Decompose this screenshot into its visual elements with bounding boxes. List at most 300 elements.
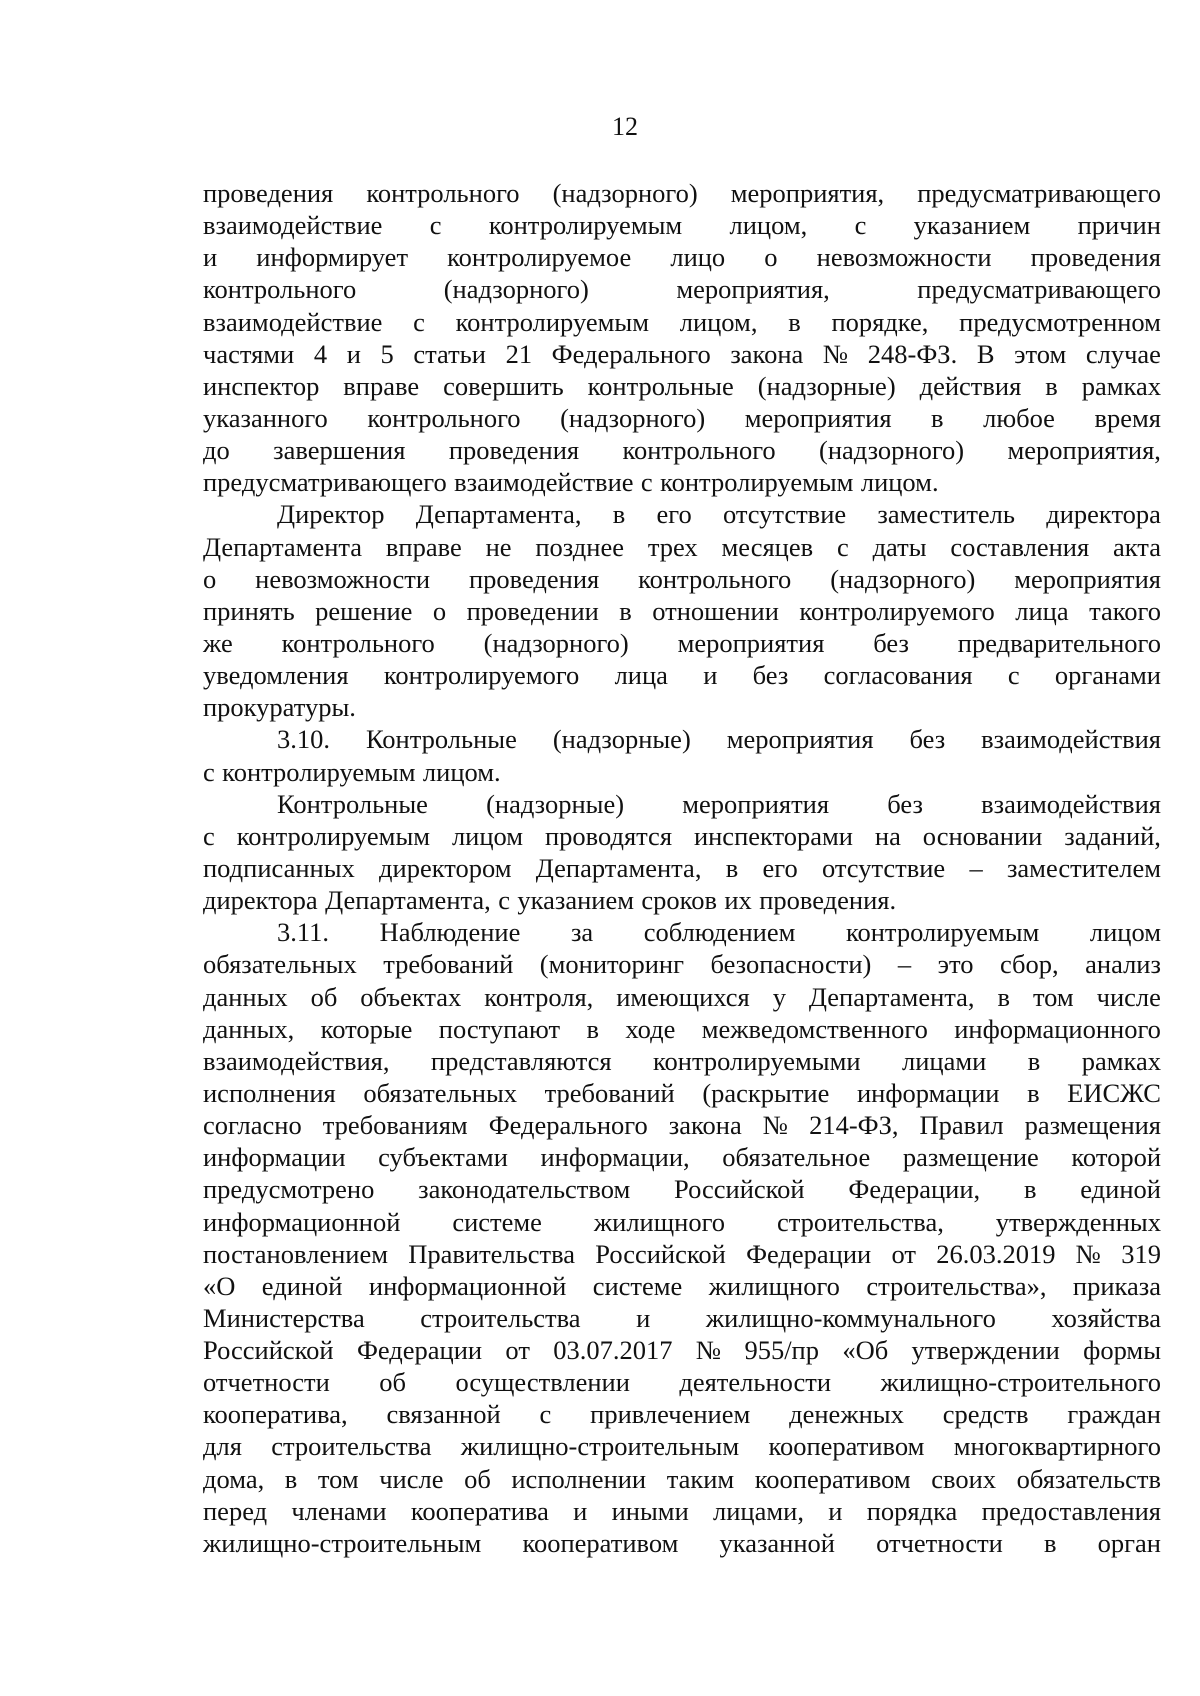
word: числе	[1096, 981, 1161, 1012]
text-line	[203, 209, 1161, 241]
word: (надзорные)	[757, 370, 896, 401]
word: –	[897, 949, 912, 980]
word: до	[203, 435, 230, 466]
word: проведения	[203, 178, 334, 208]
word: у	[772, 981, 786, 1012]
word: жилищно-строительным	[460, 1431, 740, 1462]
word: вправе	[385, 531, 462, 562]
word: указанием	[517, 885, 634, 916]
word: Федерального	[551, 338, 711, 369]
word: директором	[379, 852, 512, 883]
word: ЕИСЖС	[1067, 1077, 1161, 1108]
word: контрольного	[622, 435, 776, 466]
word: Департамента,	[535, 852, 702, 883]
word: системе	[452, 1206, 542, 1237]
word: предусматривающего	[203, 467, 447, 498]
word: строительства»,	[866, 1270, 1047, 1301]
word: частями	[203, 338, 295, 369]
word: на	[874, 820, 901, 851]
word: без	[909, 724, 946, 755]
word: кооперативом	[768, 1431, 925, 1462]
word: кооператива,	[203, 1399, 348, 1430]
word: директора	[1046, 499, 1161, 530]
text-line	[203, 820, 1161, 852]
word: №	[1075, 1238, 1101, 1269]
word: контрольные	[587, 370, 734, 401]
word: (надзорного)	[830, 563, 976, 594]
word: вправе	[343, 370, 420, 401]
word: орган	[1097, 1527, 1161, 1558]
word: совершить	[443, 370, 564, 401]
word: об	[310, 981, 338, 1012]
word: средств	[942, 1399, 1029, 1430]
word: закона	[730, 338, 804, 369]
word: причин	[1077, 210, 1161, 241]
word: Контрольные	[277, 788, 428, 819]
word: в	[586, 1013, 599, 1044]
word: утвержденных	[995, 1206, 1161, 1237]
word: том	[1032, 981, 1074, 1012]
text-line	[203, 1141, 1161, 1173]
word: отчетности	[876, 1527, 1003, 1558]
word: размещения	[1024, 1110, 1161, 1141]
text-line	[203, 627, 1161, 659]
word: данных	[203, 981, 288, 1012]
text-line	[203, 370, 1161, 402]
word: (надзорного)	[819, 435, 965, 466]
word: с	[413, 306, 425, 337]
text-line	[203, 1430, 1161, 1462]
text-line	[203, 466, 1161, 498]
word: Российской	[203, 1335, 334, 1366]
word: же	[203, 627, 233, 658]
word: контролируемым	[488, 210, 683, 241]
word: 03.07.2017	[553, 1335, 673, 1366]
word: Правительства	[408, 1238, 575, 1269]
word: в	[1027, 1077, 1040, 1108]
word: без	[873, 627, 909, 658]
word: уведомления	[203, 660, 349, 691]
word: этом	[1014, 338, 1067, 369]
word: 21	[505, 338, 533, 369]
text-line	[203, 691, 1161, 723]
word: невозможности	[255, 563, 431, 594]
word: соблюдением	[643, 917, 796, 948]
text-line	[203, 659, 1161, 691]
word: в	[997, 981, 1011, 1012]
word: привлечением	[590, 1399, 751, 1430]
word: взаимодействие	[203, 210, 383, 241]
word: Департамента,	[808, 981, 975, 1012]
word: лицом	[451, 820, 524, 851]
word: мероприятия	[726, 724, 874, 755]
word: обязательных	[363, 1077, 518, 1108]
word: мероприятия	[677, 627, 825, 658]
word: (надзорного)	[483, 627, 629, 658]
text-line	[203, 402, 1161, 434]
text-line	[203, 1270, 1161, 1302]
word: информации	[856, 1077, 1000, 1108]
word: взаимодействие	[203, 306, 383, 337]
text-line	[203, 531, 1161, 563]
word: размещение	[902, 1142, 1039, 1173]
word: и	[203, 242, 218, 273]
text-line	[203, 916, 1161, 948]
word: строительства	[271, 1431, 432, 1462]
text-line	[203, 948, 1161, 980]
word: без	[752, 660, 789, 691]
word: в	[1023, 1174, 1037, 1205]
word: безопасности)	[710, 949, 872, 980]
document-body-text	[203, 177, 1161, 1559]
word: предусмотренном	[959, 306, 1161, 337]
word: предусматривающего	[917, 178, 1161, 208]
word: 3.11.	[277, 917, 330, 948]
word: числе	[379, 1463, 444, 1494]
word: 26.03.2019	[936, 1238, 1056, 1269]
word: в	[1027, 1045, 1041, 1076]
text-line	[203, 273, 1161, 305]
word: контролируемым	[455, 306, 649, 337]
text-line	[203, 177, 1161, 209]
word: контролируемым	[222, 756, 416, 787]
word: таким	[666, 1463, 735, 1494]
word: 4	[313, 338, 328, 369]
word: их	[724, 885, 752, 916]
text-line	[203, 1013, 1161, 1045]
word: директора	[203, 885, 318, 916]
word: членами	[291, 1495, 387, 1526]
text-line	[203, 1302, 1161, 1334]
word: контролируемыми	[653, 1045, 861, 1076]
word: Федерального	[488, 1110, 648, 1141]
text-line	[203, 1045, 1161, 1077]
word: с	[203, 756, 215, 787]
word: контрольного	[281, 627, 435, 658]
word: связанной	[386, 1399, 501, 1430]
word: 955/пр	[744, 1335, 819, 1366]
word: (надзорного)	[443, 274, 589, 305]
word: осуществлении	[455, 1367, 630, 1398]
word: контролируемого	[799, 595, 995, 626]
text-line	[203, 1077, 1161, 1109]
word: с	[498, 885, 510, 916]
word: в	[931, 402, 944, 433]
word: заместителем	[1006, 852, 1161, 883]
word: Федерации	[356, 1335, 483, 1366]
word: в	[1043, 1527, 1057, 1558]
word: информационного	[954, 1013, 1161, 1044]
word: указанной	[719, 1527, 835, 1558]
word: действия	[919, 370, 1022, 401]
word: и	[703, 660, 718, 691]
word: контрольного	[638, 563, 792, 594]
word: исполнении	[511, 1463, 647, 1494]
word: Федерации,	[848, 1174, 981, 1205]
word: жилищного	[593, 1206, 726, 1237]
word: не	[485, 531, 512, 562]
word: проведении	[466, 595, 599, 626]
word: порядке,	[831, 306, 929, 337]
word: мероприятия	[744, 402, 892, 433]
word: отсутствие	[722, 499, 847, 530]
word: такого	[1089, 595, 1161, 626]
word: в	[619, 595, 632, 626]
text-line	[203, 788, 1161, 820]
word: проведения.	[759, 885, 897, 916]
word: и	[828, 1495, 843, 1526]
word: мероприятия	[1014, 563, 1161, 594]
word: которой	[1071, 1142, 1161, 1173]
word: проведения	[1030, 242, 1161, 273]
word: с	[640, 467, 653, 498]
word: мероприятия,	[1007, 435, 1161, 466]
word: «О	[203, 1270, 236, 1301]
word: в	[1045, 370, 1058, 401]
word: жилищно-коммунального	[705, 1302, 996, 1333]
word: (мониторинг	[539, 949, 684, 980]
word: контролируемого	[383, 660, 580, 691]
page-number: 12	[612, 112, 638, 141]
word: (надзорного)	[560, 402, 706, 433]
word: принять	[203, 595, 295, 626]
word: жилищно-строительным	[203, 1527, 482, 1558]
word: системе	[592, 1270, 683, 1301]
word: «Об	[842, 1335, 889, 1366]
word: межведомственного	[701, 1013, 928, 1044]
word: жилищно-строительного	[880, 1367, 1161, 1398]
word: лица	[1015, 595, 1069, 626]
word: Наблюдение	[379, 917, 521, 948]
word: контролируемым	[236, 820, 431, 851]
word: взаимодействия	[981, 788, 1161, 819]
word: статьи	[413, 338, 486, 369]
word: об	[464, 1463, 491, 1494]
text-line	[203, 1109, 1161, 1141]
word: отношении	[652, 595, 779, 626]
text-line	[203, 498, 1161, 530]
word: инспекторами	[693, 820, 853, 851]
word: Федерации	[746, 1238, 872, 1269]
word: взаимодействия	[981, 724, 1161, 755]
word: и	[346, 338, 361, 369]
text-line	[203, 884, 1161, 916]
word: (раскрытие	[702, 1077, 830, 1108]
word: трех	[647, 531, 698, 562]
word: контролируемым	[845, 917, 1040, 948]
word: постановлением	[203, 1238, 388, 1269]
text-line	[203, 723, 1161, 755]
text-line	[203, 1238, 1161, 1270]
word: взаимодействия,	[203, 1045, 390, 1076]
word: №	[822, 338, 849, 369]
word: предоставления	[981, 1495, 1161, 1526]
word: с	[203, 820, 215, 851]
word: от	[891, 1238, 916, 1269]
word: контролируемое	[447, 242, 632, 273]
word: строительства	[420, 1302, 581, 1333]
text-line	[203, 1173, 1161, 1205]
word: для	[203, 1431, 242, 1462]
word: В	[976, 338, 995, 369]
word: 248-ФЗ.	[867, 338, 958, 369]
word: отсутствие	[822, 852, 946, 883]
word: проведения	[448, 435, 580, 466]
word: в	[725, 852, 739, 883]
word: 5	[380, 338, 394, 369]
word: случае	[1085, 338, 1161, 369]
word: обязательное	[722, 1142, 871, 1173]
word: закона	[668, 1110, 742, 1141]
word: лицом.	[422, 756, 501, 787]
word: рамках	[1081, 370, 1161, 401]
word: Министерства	[203, 1302, 365, 1333]
word: №	[762, 1110, 789, 1141]
word: №	[695, 1335, 722, 1366]
word: имеющихся	[616, 981, 750, 1012]
word: в	[612, 499, 626, 530]
word: иными	[611, 1495, 689, 1526]
word: месяцев	[721, 531, 814, 562]
word: акта	[1113, 531, 1161, 562]
word: приказа	[1072, 1270, 1161, 1301]
word: Российской	[674, 1174, 805, 1205]
word: Контрольные	[365, 724, 517, 755]
word: обязательных	[203, 949, 357, 980]
text-line	[203, 852, 1161, 884]
word: о	[764, 242, 778, 273]
text-line	[203, 1334, 1161, 1366]
word: информирует	[256, 242, 409, 273]
word: (надзорного)	[552, 178, 698, 208]
text-line	[203, 1206, 1161, 1238]
word: указанного	[203, 402, 328, 433]
word: 3.10.	[277, 724, 330, 755]
word: требованиям	[322, 1110, 468, 1141]
word: информационной	[368, 1270, 567, 1301]
word: об	[379, 1367, 406, 1398]
word: и	[636, 1302, 651, 1333]
word: за	[570, 917, 594, 948]
word: и	[573, 1495, 588, 1526]
word: мероприятия,	[730, 178, 885, 208]
word: сбор,	[999, 949, 1059, 980]
text-line	[203, 1495, 1161, 1527]
word: контролируемым	[660, 467, 854, 498]
word: –	[969, 852, 983, 883]
word: многоквартирного	[953, 1431, 1161, 1462]
word: информации	[203, 1142, 346, 1173]
word: решение	[315, 595, 413, 626]
word: требований	[383, 949, 514, 980]
word: лицом	[1089, 917, 1161, 948]
word: требований	[544, 1077, 675, 1108]
text-line	[203, 981, 1161, 1013]
word: отчетности	[203, 1367, 330, 1398]
word: (надзорные)	[486, 788, 625, 819]
word: с	[1007, 660, 1020, 691]
word: мероприятия,	[676, 274, 830, 305]
word: завершения	[273, 435, 406, 466]
word: граждан	[1067, 1399, 1161, 1430]
word: Департамента,	[325, 885, 491, 916]
word: в	[284, 1463, 298, 1494]
text-line	[203, 1366, 1161, 1398]
word: подписанных	[203, 852, 355, 883]
word: 319	[1121, 1238, 1161, 1269]
word: единой	[261, 1270, 343, 1301]
word: с	[539, 1399, 552, 1430]
word: Российской	[595, 1238, 726, 1269]
word: контроля,	[484, 981, 594, 1012]
word: лицами	[901, 1045, 987, 1076]
word: лицами,	[713, 1495, 804, 1526]
word: даты	[872, 531, 927, 562]
word: о	[432, 595, 447, 626]
word: 214-ФЗ,	[809, 1110, 899, 1141]
word: заданий,	[1064, 820, 1161, 851]
word: с	[854, 210, 867, 241]
word: лицо	[670, 242, 726, 273]
text-line	[203, 1463, 1161, 1495]
word: обязательств	[1016, 1463, 1161, 1494]
word: согласования	[823, 660, 973, 691]
word: предварительного	[957, 627, 1161, 658]
word: формы	[1083, 1335, 1161, 1366]
word: предусмотрено	[203, 1174, 375, 1205]
word: это	[937, 949, 974, 980]
word: Директор	[277, 499, 385, 530]
word: без	[887, 788, 923, 819]
word: мероприятия	[682, 788, 830, 819]
word: взаимодействие	[454, 467, 634, 498]
word: жилищного	[708, 1270, 840, 1301]
word: представляются	[430, 1045, 612, 1076]
word: своих	[931, 1463, 997, 1494]
word: органами	[1054, 660, 1161, 691]
word: утверждении	[911, 1335, 1060, 1366]
word: объектах	[360, 981, 462, 1012]
word: невозможности	[816, 242, 992, 273]
word: инспектор	[203, 370, 320, 401]
word: лицом.	[860, 467, 939, 498]
word: Департамента	[203, 531, 363, 562]
word: лицом,	[729, 210, 808, 241]
word: указанием	[913, 210, 1031, 241]
word: контрольного	[203, 274, 357, 305]
word: законодательством	[418, 1174, 631, 1205]
word: информации,	[540, 1142, 690, 1173]
text-line	[203, 434, 1161, 466]
word: проводятся	[544, 820, 673, 851]
word: Департамента,	[415, 499, 582, 530]
word: его	[762, 852, 798, 883]
word: о	[203, 563, 217, 594]
word: кооперативом	[522, 1527, 679, 1558]
word: том	[317, 1463, 359, 1494]
text-line	[203, 563, 1161, 595]
word: проведения	[468, 563, 600, 594]
word: анализ	[1085, 949, 1161, 980]
word: позднее	[535, 531, 624, 562]
word: кооператива	[410, 1495, 549, 1526]
text-line	[203, 338, 1161, 370]
word: денежных	[789, 1399, 904, 1430]
word: от	[505, 1335, 530, 1366]
word: с	[429, 210, 442, 241]
text-line	[203, 595, 1161, 627]
word: согласно	[203, 1110, 302, 1141]
